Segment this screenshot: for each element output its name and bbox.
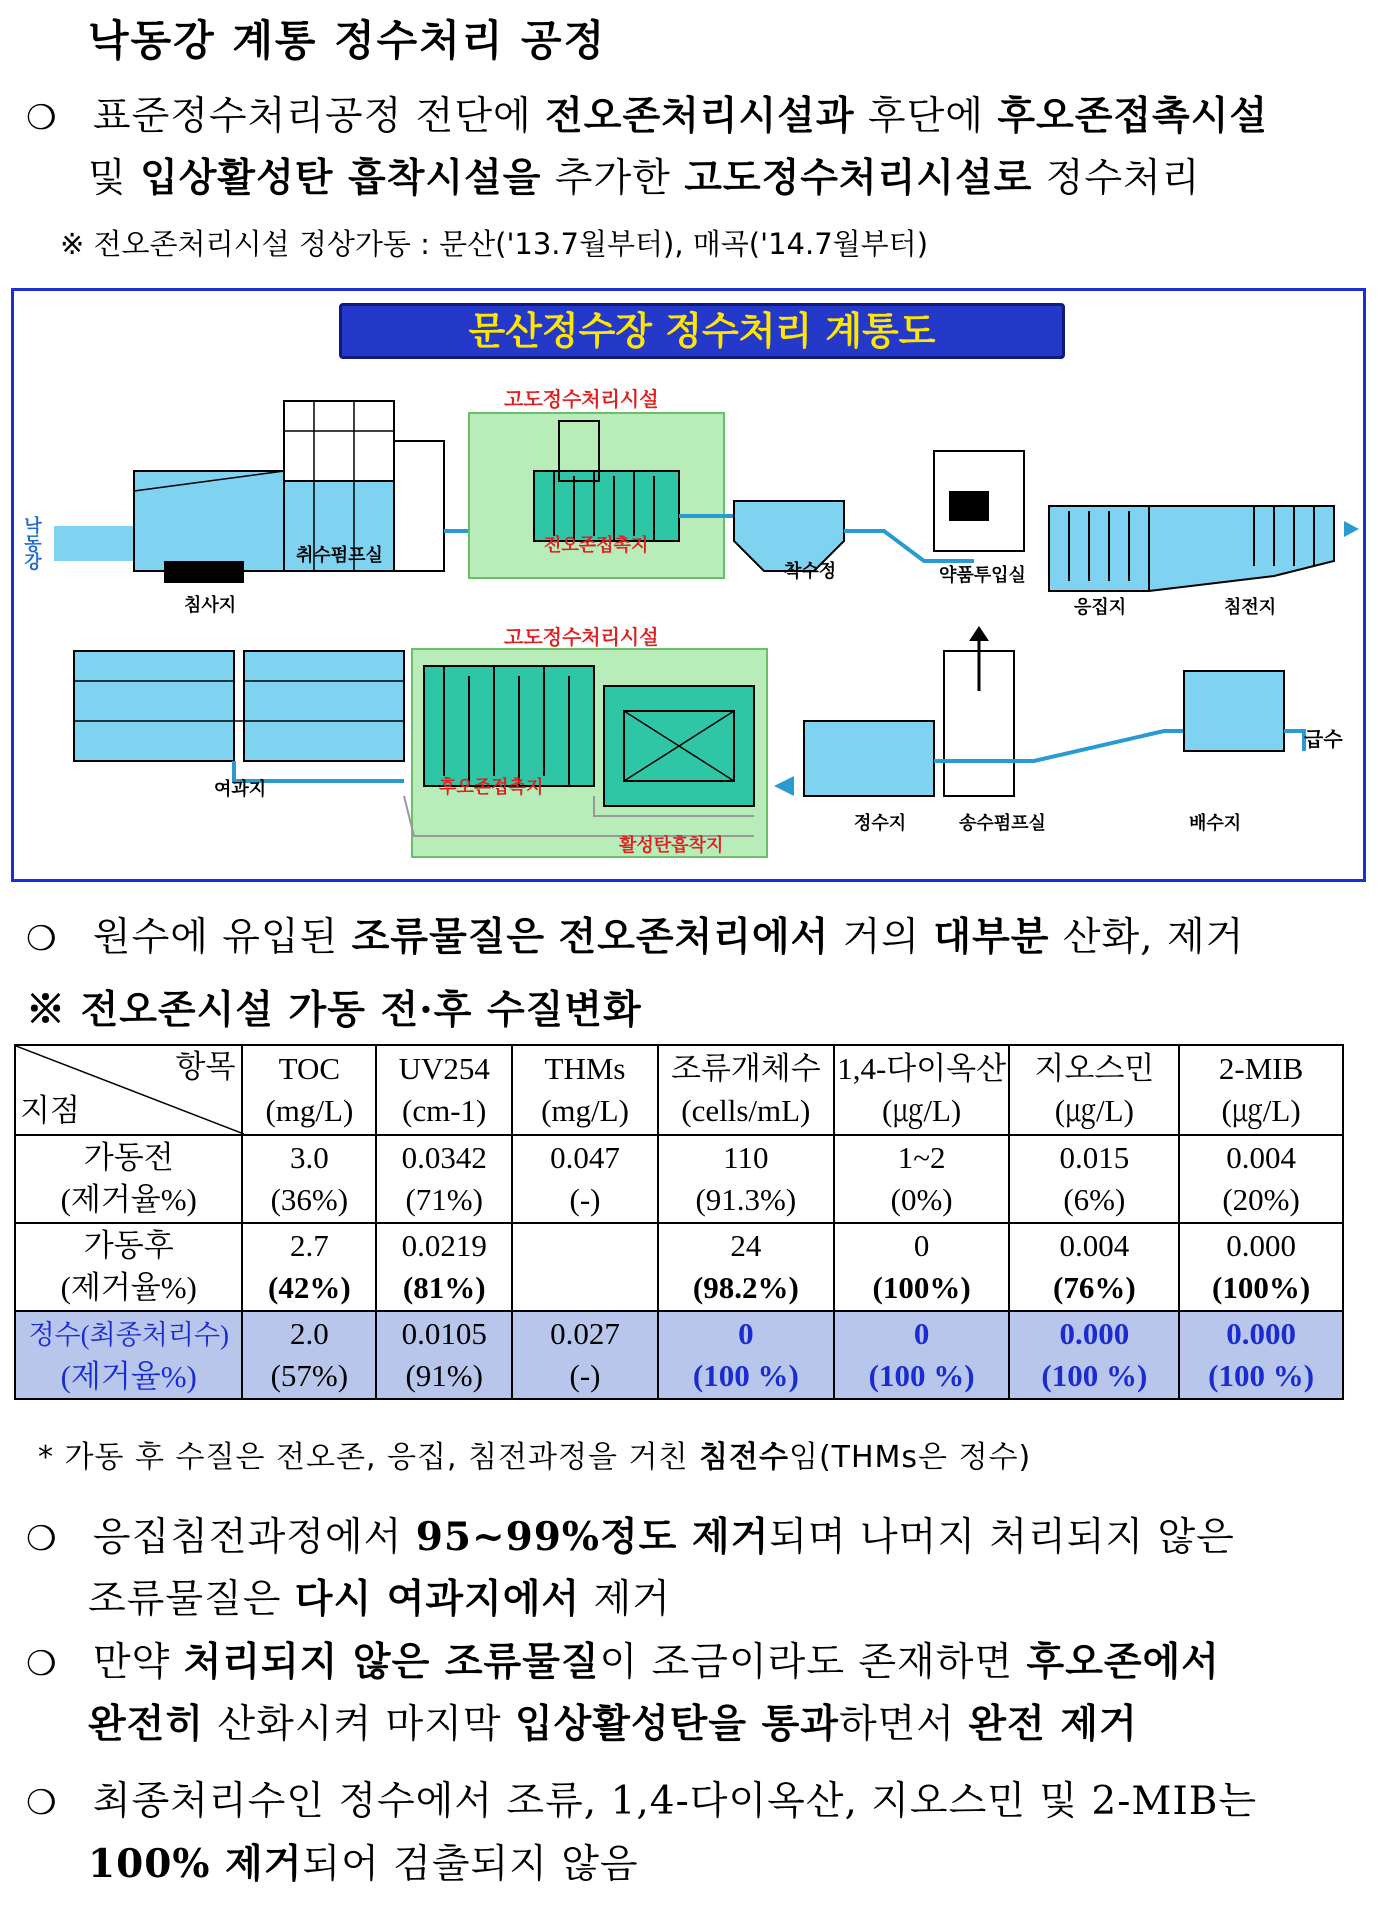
row-before-label1: 가동전	[83, 1140, 174, 1175]
bullet-2-bold-most: 대부분	[933, 914, 1050, 960]
cell	[1009, 1223, 1179, 1311]
cell-value: 0.0105	[401, 1316, 487, 1351]
cell	[376, 1223, 512, 1311]
header-dioxane-name: 1,4-다이옥산	[837, 1051, 1007, 1086]
cell	[1009, 1135, 1179, 1223]
cell	[512, 1311, 658, 1399]
intake-structure	[134, 401, 444, 583]
row-after-label2: (제거율%)	[60, 1270, 197, 1305]
cell-value: 1~2	[897, 1140, 946, 1175]
bullet-1-bold-advanced: 고도정수처리시설로	[684, 155, 1033, 201]
cell-value: 0.015	[1059, 1140, 1130, 1175]
header-toc-unit: (mg/L)	[265, 1093, 354, 1128]
row-label-final	[15, 1311, 242, 1399]
cell-rate: (42%)	[268, 1270, 351, 1305]
circle-bullet-icon: ❍	[26, 1644, 58, 1684]
label-receiving-well: 착수정	[784, 561, 837, 582]
header-dioxane	[834, 1045, 1010, 1135]
note-operation: ※ 전오존처리시설 정상가동 : 문산('13.7월부터), 매곡('14.7월부터)	[60, 227, 929, 261]
cell	[512, 1135, 658, 1223]
bullet-2-text-a: 원수에 유입된	[92, 915, 352, 960]
bullet-4-bold-postozone: 후오존에서	[1026, 1639, 1220, 1685]
cell-value: 0.000	[1226, 1228, 1296, 1263]
circle-bullet-icon: ❍	[26, 1519, 58, 1559]
bullet-4-text-a: 만약	[92, 1640, 184, 1685]
cell	[658, 1311, 834, 1399]
table-corner-cell	[15, 1045, 242, 1135]
cell	[376, 1135, 512, 1223]
bullet-1-line2-text-e: 정수처리	[1032, 156, 1201, 201]
cell	[242, 1135, 376, 1223]
table-row-final	[15, 1311, 1343, 1399]
label-sedimentation-grit: 침사지	[184, 595, 237, 616]
cell-value: 3.0	[289, 1140, 329, 1175]
footnote-bold-settled: 침전수	[699, 1440, 789, 1475]
cell-rate: (-)	[569, 1358, 601, 1393]
row-label-before	[15, 1135, 242, 1223]
cell-value: 0.027	[550, 1316, 620, 1351]
bullet-3-line2	[88, 1567, 671, 1632]
cell-value: 0.000	[1226, 1316, 1296, 1351]
table-header-row	[15, 1045, 1343, 1135]
cell-value: 2.7	[289, 1228, 329, 1263]
bullet-4-bold-completely: 완전히	[88, 1701, 205, 1747]
cell-rate: (100 %)	[1208, 1358, 1315, 1393]
bullet-3-bold-removal: 95~99%정도 제거	[415, 1514, 770, 1560]
cell-value: 110	[723, 1140, 769, 1175]
cell-rate: (91%)	[405, 1358, 483, 1393]
cell-rate: (100%)	[872, 1270, 971, 1305]
cell	[242, 1311, 376, 1399]
bullet-2	[26, 905, 1244, 971]
cell	[658, 1223, 834, 1311]
cell-rate: (100 %)	[692, 1358, 799, 1393]
cell	[834, 1135, 1010, 1223]
header-geosmin-unit: (㎍/L)	[1054, 1093, 1134, 1128]
bullet-1-line1-text: 표준정수처리공정 전단에	[92, 94, 546, 139]
cell-rate: (100 %)	[1041, 1358, 1148, 1393]
cell-rate: (98.2%)	[692, 1270, 799, 1305]
clear-well	[774, 721, 934, 796]
header-2mib	[1179, 1045, 1343, 1135]
cell-value: 0	[738, 1316, 754, 1351]
cell-rate: (91.3%)	[695, 1182, 797, 1217]
bullet-5-line2	[88, 1832, 639, 1897]
label-advanced-top: 고도정수처리시설	[504, 387, 659, 411]
bullet-4-line2-b: 산화시켜 마지막	[204, 1702, 515, 1747]
label-coagulation: 응집지	[1074, 597, 1127, 618]
row-label-after	[15, 1223, 242, 1311]
bullet-3-bold-filter: 다시 여과지에서	[294, 1576, 581, 1622]
cell-value: 0	[913, 1316, 930, 1351]
cell-value: 0.0219	[401, 1228, 487, 1263]
table-subheading: ※ 전오존시설 가동 전·후 수질변화	[26, 987, 642, 1033]
send-pump-room	[934, 626, 1184, 796]
distribution-reservoir	[1184, 671, 1304, 751]
bullet-4-bold-gac: 입상활성탄을 통과	[514, 1701, 839, 1747]
bullet-1-line1-text-b: 후단에	[854, 94, 998, 139]
bullet-4-line2-d: 하면서	[838, 1702, 969, 1747]
bullet-2-text-g: 산화, 제거	[1049, 915, 1245, 960]
circle-bullet-icon: ❍	[26, 919, 58, 959]
bullet-3-text-a: 응집침전과정에서	[92, 1515, 416, 1560]
cell-value: 0.004	[1059, 1228, 1130, 1263]
cell	[376, 1311, 512, 1399]
cell	[242, 1223, 376, 1311]
bullet-3-line2-a: 조류물질은	[88, 1577, 295, 1622]
cell-value: 2.0	[289, 1316, 329, 1351]
bullet-1-line2-text-a: 및	[88, 156, 141, 201]
chem-room	[844, 451, 1024, 561]
bullet-2-text-e: 거의	[829, 915, 934, 960]
footnote	[38, 1432, 1031, 1476]
header-thms-name: THMs	[544, 1051, 626, 1086]
bullet-5-text: 최종처리수인 정수에서 조류, 1,4-다이옥산, 지오스민 및 2-MIB는	[92, 1779, 1258, 1824]
bullet-3-line2-c: 제거	[580, 1577, 671, 1622]
cell	[834, 1223, 1010, 1311]
label-pre-ozone: 전오존접촉지	[544, 535, 649, 556]
label-post-ozone: 후오존접촉지	[439, 777, 544, 798]
cell-value: 0	[913, 1228, 930, 1263]
cell-rate: (71%)	[405, 1182, 483, 1217]
header-thms-unit: (mg/L)	[541, 1093, 629, 1128]
bullet-1-line2-text-c: 추가한	[541, 156, 685, 201]
label-gac: 활성탄흡착지	[619, 835, 724, 856]
bullet-1-bold-post-ozone: 후오존접촉시설	[997, 93, 1269, 139]
label-distribution: 배수지	[1189, 813, 1242, 834]
cell-value: 0.000	[1059, 1316, 1130, 1351]
label-river: 낙동강	[21, 516, 42, 570]
cell-value: 0.0342	[401, 1140, 487, 1175]
bullet-3-text-c: 되며 나머지 처리되지 않은	[769, 1515, 1235, 1560]
header-uv-name: UV254	[398, 1051, 490, 1086]
cell-rate: (6%)	[1063, 1182, 1126, 1217]
cell-rate: (100 %)	[868, 1358, 975, 1393]
label-advanced-bottom: 고도정수처리시설	[504, 625, 659, 649]
filter-tank	[74, 651, 404, 781]
cell-rate: (100%)	[1212, 1270, 1311, 1305]
header-toc	[242, 1045, 376, 1135]
row-before-label2: (제거율%)	[60, 1182, 197, 1217]
header-algae	[658, 1045, 834, 1135]
bullet-2-bold-preozone: 전오존처리에서	[558, 914, 830, 960]
row-final-label2: (제거율%)	[60, 1358, 197, 1394]
bullet-1-bold-pre-ozone: 전오존처리시설과	[545, 93, 855, 139]
header-algae-name: 조류개체수	[670, 1051, 821, 1086]
header-geosmin	[1009, 1045, 1179, 1135]
header-uv254	[376, 1045, 512, 1135]
cell-value: 0.004	[1226, 1140, 1296, 1175]
bullet-4	[26, 1630, 1220, 1696]
label-send-pump: 송수펌프실	[959, 813, 1046, 834]
header-algae-unit: (cells/mL)	[681, 1093, 811, 1128]
bullet-5-line2-b: 되어 검출되지 않음	[302, 1842, 639, 1887]
row-final-label1: 정수(최종처리수)	[28, 1319, 229, 1350]
header-uv-unit: (cm-1)	[402, 1093, 487, 1128]
bullet-4-bold-untreated: 처리되지 않은 조류물질	[183, 1639, 600, 1685]
cell-rate: (36%)	[270, 1182, 349, 1217]
footnote-text-c: 임(THMs은 정수)	[788, 1440, 1032, 1475]
header-2mib-name: 2-MIB	[1218, 1051, 1304, 1086]
label-clear-well: 정수지	[854, 813, 907, 834]
cell	[1009, 1311, 1179, 1399]
row-after-label1: 가동후	[83, 1228, 174, 1263]
label-filter: 여과지	[214, 779, 267, 800]
bullet-5	[26, 1770, 1257, 1835]
corner-top-label: 항목	[175, 1049, 236, 1084]
footnote-text-a: * 가동 후 수질은 전오존, 응집, 침전과정을 거친	[38, 1440, 700, 1475]
bullet-1	[26, 84, 1268, 150]
cell-rate: (20%)	[1222, 1182, 1300, 1217]
cell	[658, 1135, 834, 1223]
bullet-2-bold-algae: 조류물질은	[351, 914, 546, 960]
bullet-4-text-c: 이 조금이라도 존재하면	[599, 1640, 1027, 1685]
label-intake-pump: 취수펌프실	[296, 545, 383, 566]
post-ozone-tank	[424, 666, 594, 786]
cell-value: 0.047	[550, 1140, 620, 1175]
diagram-title: 문산정수장 정수처리 계통도	[339, 303, 1065, 359]
cell-rate: (57%)	[270, 1358, 349, 1393]
cell	[512, 1223, 658, 1311]
circle-bullet-icon: ❍	[26, 1783, 58, 1823]
table-row	[15, 1135, 1343, 1223]
header-2mib-unit: (㎍/L)	[1221, 1093, 1301, 1128]
label-chem-room: 약품투입실	[939, 565, 1026, 586]
circle-bullet-icon: ❍	[26, 98, 58, 138]
cell-rate: (-)	[569, 1182, 601, 1217]
header-toc-name: TOC	[278, 1051, 341, 1086]
header-thms	[512, 1045, 658, 1135]
cell-rate: (76%)	[1053, 1270, 1136, 1305]
bullet-3	[26, 1505, 1235, 1571]
water-quality-table	[14, 1044, 1344, 1400]
corner-bottom-label: 지점	[20, 1093, 80, 1128]
table-row	[15, 1223, 1343, 1311]
gac-tank	[604, 686, 754, 806]
label-supply: 급수	[1304, 727, 1343, 751]
bullet-1-bold-gac: 입상활성탄 흡착시설을	[140, 155, 542, 201]
cell	[834, 1311, 1010, 1399]
page-title: 낙동강 계통 정수처리 공정	[88, 16, 607, 65]
header-geosmin-name: 지오스민	[1034, 1051, 1155, 1086]
cell-rate: (81%)	[402, 1270, 486, 1305]
cell	[1179, 1223, 1343, 1311]
cell-rate: (0%)	[890, 1182, 953, 1217]
bullet-4-line2	[88, 1692, 1138, 1757]
cell-value: 24	[730, 1228, 762, 1263]
label-settling: 침전지	[1224, 597, 1277, 618]
cell	[1179, 1311, 1343, 1399]
bullet-2-text-c	[545, 915, 558, 960]
bullet-5-bold-removed: 100% 제거	[88, 1841, 303, 1887]
process-diagram	[11, 288, 1366, 882]
header-dioxane-unit: (㎍/L)	[882, 1093, 962, 1128]
cell	[1179, 1135, 1343, 1223]
bullet-1-line2	[88, 146, 1200, 211]
coag-settling-tank	[1049, 506, 1359, 591]
bullet-4-bold-removal: 완전 제거	[968, 1701, 1138, 1747]
